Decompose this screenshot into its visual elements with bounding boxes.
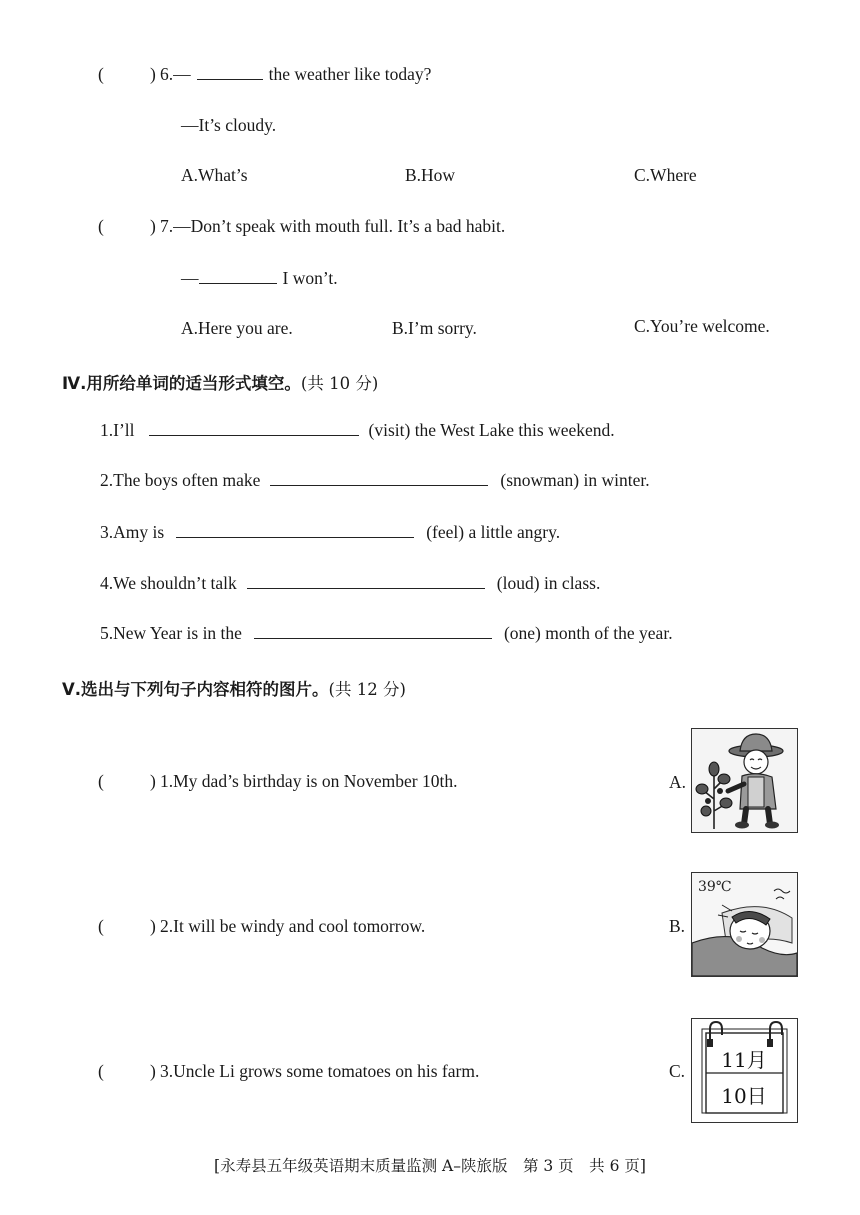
option-b[interactable]: B.I’m sorry. bbox=[392, 318, 477, 338]
section-4-heading bbox=[62, 370, 378, 394]
calendar-illustration bbox=[692, 1019, 797, 1122]
answer-paren-close: ) bbox=[150, 216, 156, 236]
answer-paren-close: ) bbox=[150, 1061, 156, 1081]
question-number: 7. bbox=[160, 216, 174, 236]
picture-label-a: A. bbox=[669, 772, 687, 792]
item-hint: (loud) in class. bbox=[496, 573, 601, 593]
answer-paren-open: ( bbox=[98, 64, 104, 84]
fill-item-3 bbox=[100, 522, 560, 543]
item-text: 3.Amy is bbox=[100, 522, 165, 542]
option-c[interactable]: C.Where bbox=[634, 165, 697, 185]
temperature-text: 39℃ bbox=[698, 879, 732, 895]
item-text: 5.New Year is in the bbox=[100, 623, 242, 643]
answer-paren-close: ) bbox=[150, 771, 156, 791]
match-sentence-1: 1.My dad’s birthday is on November 10th. bbox=[160, 771, 458, 791]
picture-label-b: B. bbox=[669, 916, 686, 936]
picture-a-gardener[interactable] bbox=[691, 728, 798, 833]
dash: — bbox=[181, 268, 199, 288]
answer-paren-close: ) bbox=[150, 916, 156, 936]
answer-paren-open: ( bbox=[98, 1061, 104, 1081]
item-hint: (visit) the West Lake this weekend. bbox=[368, 420, 615, 440]
fill-item-5 bbox=[100, 623, 673, 644]
fill-blank[interactable] bbox=[149, 434, 359, 436]
option-c[interactable]: C.You’re welcome. bbox=[634, 316, 770, 336]
item-hint: (one) month of the year. bbox=[503, 623, 673, 643]
fill-blank[interactable] bbox=[247, 587, 485, 589]
answer-paren-close: ) bbox=[150, 64, 156, 84]
item-text: 2.The boys often make bbox=[100, 470, 261, 490]
item-hint: (snowman) in winter. bbox=[500, 470, 650, 490]
fill-blank[interactable] bbox=[199, 282, 277, 284]
picture-c-calendar[interactable] bbox=[691, 1018, 798, 1123]
calendar-day: 10日 bbox=[721, 1084, 767, 1108]
section-title: Ⅳ.用所给单词的适当形式填空。 bbox=[62, 374, 301, 393]
question-7-reply bbox=[181, 268, 338, 289]
section-5-heading bbox=[62, 676, 406, 700]
item-hint: (feel) a little angry. bbox=[426, 522, 561, 542]
fever-illustration bbox=[692, 873, 797, 976]
match-sentence-3: 3.Uncle Li grows some tomatoes on his farm. bbox=[160, 1061, 480, 1081]
fill-blank[interactable] bbox=[270, 484, 488, 486]
page-footer: [永寿县五年级英语期末质量监测 A–陕旅版 第 3 页 共 6 页] bbox=[214, 1157, 646, 1175]
question-number: 6. bbox=[160, 64, 174, 84]
question-7-stem bbox=[160, 216, 505, 237]
option-a[interactable]: A.What’s bbox=[181, 165, 248, 185]
option-a[interactable]: A.Here you are. bbox=[181, 318, 293, 338]
dash: — bbox=[173, 64, 191, 84]
question-6-reply: —It’s cloudy. bbox=[181, 115, 277, 135]
answer-paren-open: ( bbox=[98, 216, 104, 236]
item-text: 4.We shouldn’t talk bbox=[100, 573, 237, 593]
fill-blank[interactable] bbox=[176, 536, 414, 538]
reply-text: I won’t. bbox=[282, 268, 338, 288]
question-text: —Don’t speak with mouth full. It’s a bad habit. bbox=[173, 216, 506, 236]
fill-blank[interactable] bbox=[197, 78, 263, 80]
calendar-month: 11月 bbox=[721, 1048, 767, 1072]
option-b[interactable]: B.How bbox=[405, 165, 456, 185]
section-score: (共 10 分) bbox=[300, 374, 379, 393]
fill-item-1 bbox=[100, 420, 615, 441]
answer-paren-open: ( bbox=[98, 771, 104, 791]
picture-label-c: C. bbox=[669, 1061, 686, 1081]
answer-paren-open: ( bbox=[98, 916, 104, 936]
section-score: (共 12 分) bbox=[328, 680, 406, 699]
question-text: the weather like today? bbox=[268, 64, 432, 84]
fill-blank[interactable] bbox=[254, 637, 492, 639]
section-title: Ⅴ.选出与下列句子内容相符的图片。 bbox=[62, 680, 329, 699]
picture-b-fever[interactable] bbox=[691, 872, 798, 977]
fill-item-2 bbox=[100, 470, 650, 491]
item-text: 1.I’ll bbox=[100, 420, 135, 440]
question-6-stem bbox=[160, 64, 431, 85]
fill-item-4 bbox=[100, 573, 600, 594]
gardener-illustration bbox=[692, 729, 797, 832]
match-sentence-2: 2.It will be windy and cool tomorrow. bbox=[160, 916, 426, 936]
